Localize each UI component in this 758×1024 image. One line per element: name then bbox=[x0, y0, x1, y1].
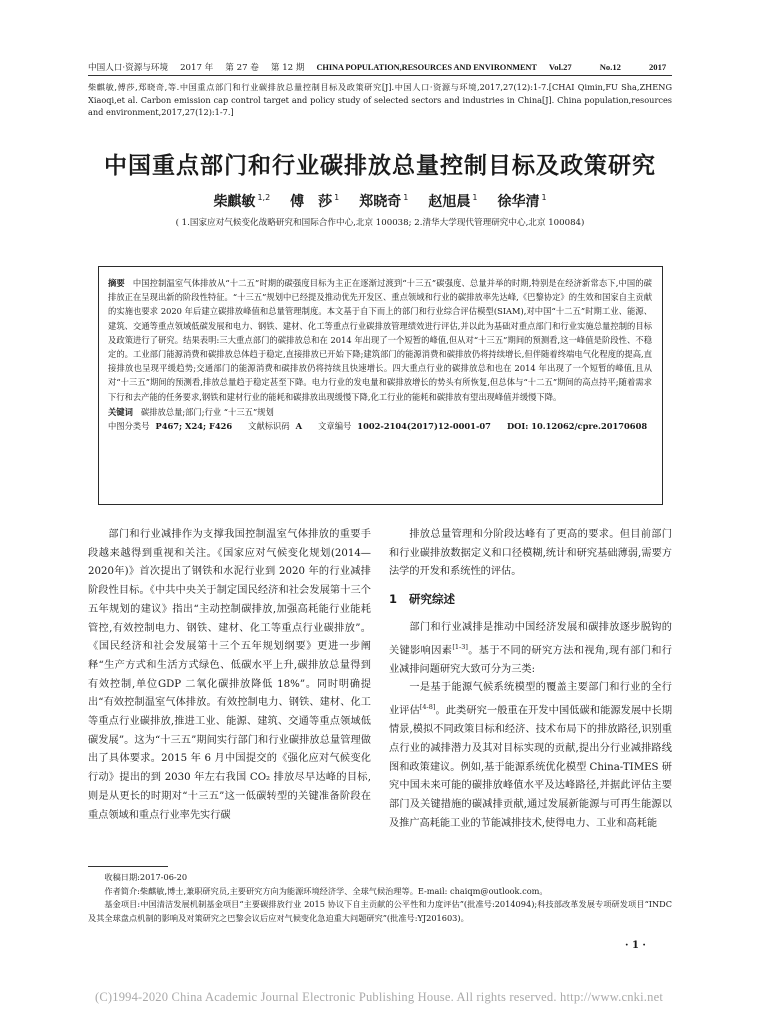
doc-code-value: A bbox=[295, 421, 303, 432]
clc-value: P467; X24; F426 bbox=[155, 421, 233, 432]
body-paragraph: 部门和行业减排是推动中国经济发展和碳排放逐步脱钩的关键影响因素[1-3]。基于不同的研究方法和视角,现有部门和行业减排问题研究大致可分为三类: bbox=[389, 621, 672, 675]
abstract bbox=[108, 276, 652, 404]
article-no-value: 1002-2104(2017)12-0001-07 bbox=[357, 421, 491, 432]
affiliations: ( 1.国家应对气候变化战略研究和国际合作中心,北京 100038; 2.清华大学现代管理研究中心,北京 100084) bbox=[175, 218, 585, 228]
year-en: 2017 bbox=[648, 62, 667, 72]
author: 郑晓奇 $^1$ bbox=[359, 193, 409, 210]
volume-cn: 第 27 卷 bbox=[225, 63, 259, 73]
issue-en: No.12 bbox=[599, 62, 621, 72]
body-paragraph: 一是基于能源气候系统模型的覆盖主要部门和行业的全行业评估[4-8]。此类研究一般重在开发中国低碳和能源发展中长期情景,模拟不同政策目标和经济、技术布局下的排放路径,识别重点行业的减排潜力及其对目标实现的贡献,提出分行业减排路线图和政策建议。例如,基于能源系统优化模型 China-TIMES 研究中国未来可能的碳排放峰值水平及达峰路径,并据此评估主要部门及关键措施的碳减排贡献,通过发展新能源与可再生能源以及推广高耗能工业的节能减排技术,使得电力、工业和高耗能 bbox=[389, 682, 673, 829]
author: 赵旭晨 $^1$ bbox=[428, 193, 478, 210]
author: 柴麒敏 $^{1,2}$ bbox=[213, 193, 271, 210]
section-heading bbox=[389, 590, 672, 609]
funding-note: 基金项目:中国清洁发展机制基金项目“主要碳排放行业 2015 协议下自主贡献的公平性和力度评估”(批准号:2014094);科技部改革发展专项研发项目“INDC 及其全球盘点机制的影响及对策研究之巴黎会议后应对气候变化急迫重大问题研究”(批准号:YJ201603)。 bbox=[88, 899, 672, 923]
footnote-rule bbox=[88, 866, 168, 867]
clc-label: 中图分类号 bbox=[108, 421, 150, 432]
author-list bbox=[88, 191, 672, 211]
keywords-line bbox=[108, 405, 652, 419]
doc-code-label: 文献标识码 bbox=[248, 421, 290, 432]
header-rule bbox=[88, 75, 672, 76]
classification-line bbox=[108, 419, 652, 433]
header-volume-info bbox=[549, 62, 678, 72]
volume-en: Vol.27 bbox=[548, 62, 572, 72]
citation-block: 柴麒敏,傅莎,郑晓奇,等.中国重点部门和行业碳排放总量控制目标及政策研究[J].中国人口·资源与环境,2017,27(12):1-7.[CHAI Qimin,FU Sha,ZHENG Xiaoqi,et al. Carbon emission cap control target and policy study of selected sectors and industries in China[J]. China population,resources and environment,2017,27(12):1-7.] bbox=[88, 82, 672, 117]
issue-cn: 第 12 期 bbox=[270, 63, 305, 73]
body-column-left bbox=[88, 526, 371, 825]
doi-label: DOI: bbox=[506, 421, 529, 432]
footnotes bbox=[88, 871, 672, 925]
body-column-right bbox=[389, 526, 672, 833]
received-date: 收稿日期:2017-06-20 bbox=[104, 872, 188, 882]
section-title: 研究综述 bbox=[409, 592, 456, 607]
cnki-watermark: (C)1994-2020 China Academic Journal Electronic Publishing House. All rights reserved. http://www.cnki.net bbox=[94, 990, 663, 1004]
keywords-label: 关键词 bbox=[108, 406, 133, 417]
article-no-label: 文章编号 bbox=[318, 421, 352, 432]
author: 徐华清 $^1$ bbox=[497, 193, 547, 210]
citation-ref[interactable]: [1-3] bbox=[452, 642, 468, 651]
section-number: 1 bbox=[389, 592, 398, 607]
doi-value: 10.12062/cpre.20170608 bbox=[531, 421, 648, 432]
citation-ref[interactable]: [4-8] bbox=[419, 703, 436, 712]
abstract-box bbox=[98, 266, 663, 505]
journal-name-cn: 中国人口·资源与环境 bbox=[88, 63, 169, 73]
page-number: · 1 · bbox=[625, 940, 646, 951]
author-bio: 作者简介:柴麒敏,博士,兼职研究员,主要研究方向为能源环境经济学、全球气候治理等。E-mail: chaiqm@outlook.com。 bbox=[104, 885, 548, 896]
abstract-label: 摘要 bbox=[108, 278, 125, 288]
running-header bbox=[88, 61, 672, 73]
year-cn: 2017 年 bbox=[180, 63, 214, 73]
paper-title: 中国重点部门和行业碳排放总量控制目标及政策研究 bbox=[104, 153, 656, 179]
abstract-text: 中国控制温室气体排放从“十二五”时期的碳强度目标为主正在逐渐过渡到“十三五”碳强度、总量并举的时期,特别是在经济新常态下,中国的碳排放正在呈现出新的阶段性特征。“十三五”规划中已经提及推动优先开发区、重点领域和行业的碳排放率先达峰,《巴黎协定》的生效和国家自主贡献的实施也要求 2020 年后建立碳排放峰值和总量管理制度。本文基于自下而上的部门和行业综合评估模型(SIAM),对中国“十二五”时期工业、能源、建筑、交通等重点领域低碳发展和电力、钢铁、建材、化工等重点行业碳排放管理绩效进行评估,并以此为基础对重点部门和行业实施总量控制的目标及政策进行了研究。结果表明:三大重点部门的碳排放总和在 2014 年出现了一个短暂的峰值,但从对“十三五”期间的预测看,这一峰值是阶段性、不稳定的。工业部门能源消费和碳排放总体趋于稳定,直接排放已开始下降;建筑部门的能源消费和碳排放仍将持续增长,但伴随着终端电气化程度的提高,直接排放也呈现平缓趋势;交通部门的能源消费和碳排放仍将持续且快速增长。四大重点行业的碳排放总和也在 2014 年出现了一个短暂的峰值,且从对“十三五”期间的预测看,排放总量趋于稳定甚至下降。电力行业的发电量和碳排放增长的势头有所恢复,但总体与“十二五”期间的高点持平;随着需求下行和去产能的任务要求,钢铁和建材行业的能耗和碳排放出现缓慢下降,化工行业的能耗和碳排放有望出现峰值并缓慢下降。 bbox=[108, 278, 652, 402]
body-paragraph: 部门和行业减排作为支撑我国控制温室气体排放的重要手段越来越得到重视和关注。《国家应对气候变化规划(2014—2020年)》首次提出了钢铁和水泥行业到 2020 年的行业减排阶段性目标。《中共中央关于制定国民经济和社会发展第十三个五年规划的建议》指出“主动控制碳排放,加强高耗能行业能耗管控,有效控制电力、钢铁、建材、化工等重点行业碳排放”。《国民经济和社会发展第十三个五年规划纲要》更进一步阐释“生产方式和生活方式绿色、低碳水平上升,碳排放总量得到有效控制,单位GDP 二氧化碳排放降低 18%”。同时明确提出“有效控制温室气体排放。有效控制电力、钢铁、建材、化工等重点行业碳排放,推进工业、能源、建筑、交通等重点领域低碳发展”。这为“十三五”期间实行部门和行业碳排放总量管理做出了具体要求。2015 年 6 月中国提交的《强化应对气候变化行动》提出的到 2030 年左右我国 CO₂ 排放尽早达峰的目标,则是从更长的时期对“十三五”这一低碳转型的关键准备阶段在重点领域和重点行业率先实行碳 bbox=[88, 529, 371, 821]
keywords: 碳排放总量;部门;行业 “十三五”规划 bbox=[140, 406, 274, 417]
journal-name-en: CHINA POPULATION,RESOURCES AND ENVIRONMENT bbox=[316, 63, 537, 72]
body-paragraph: 排放总量管理和分阶段达峰有了更高的要求。但目前部门和行业碳排放数据定义和口径模糊,统计和研究基础薄弱,需要方法学的开发和系统性的评估。 bbox=[389, 529, 672, 578]
author: 傅 莎 $^1$ bbox=[290, 193, 340, 210]
